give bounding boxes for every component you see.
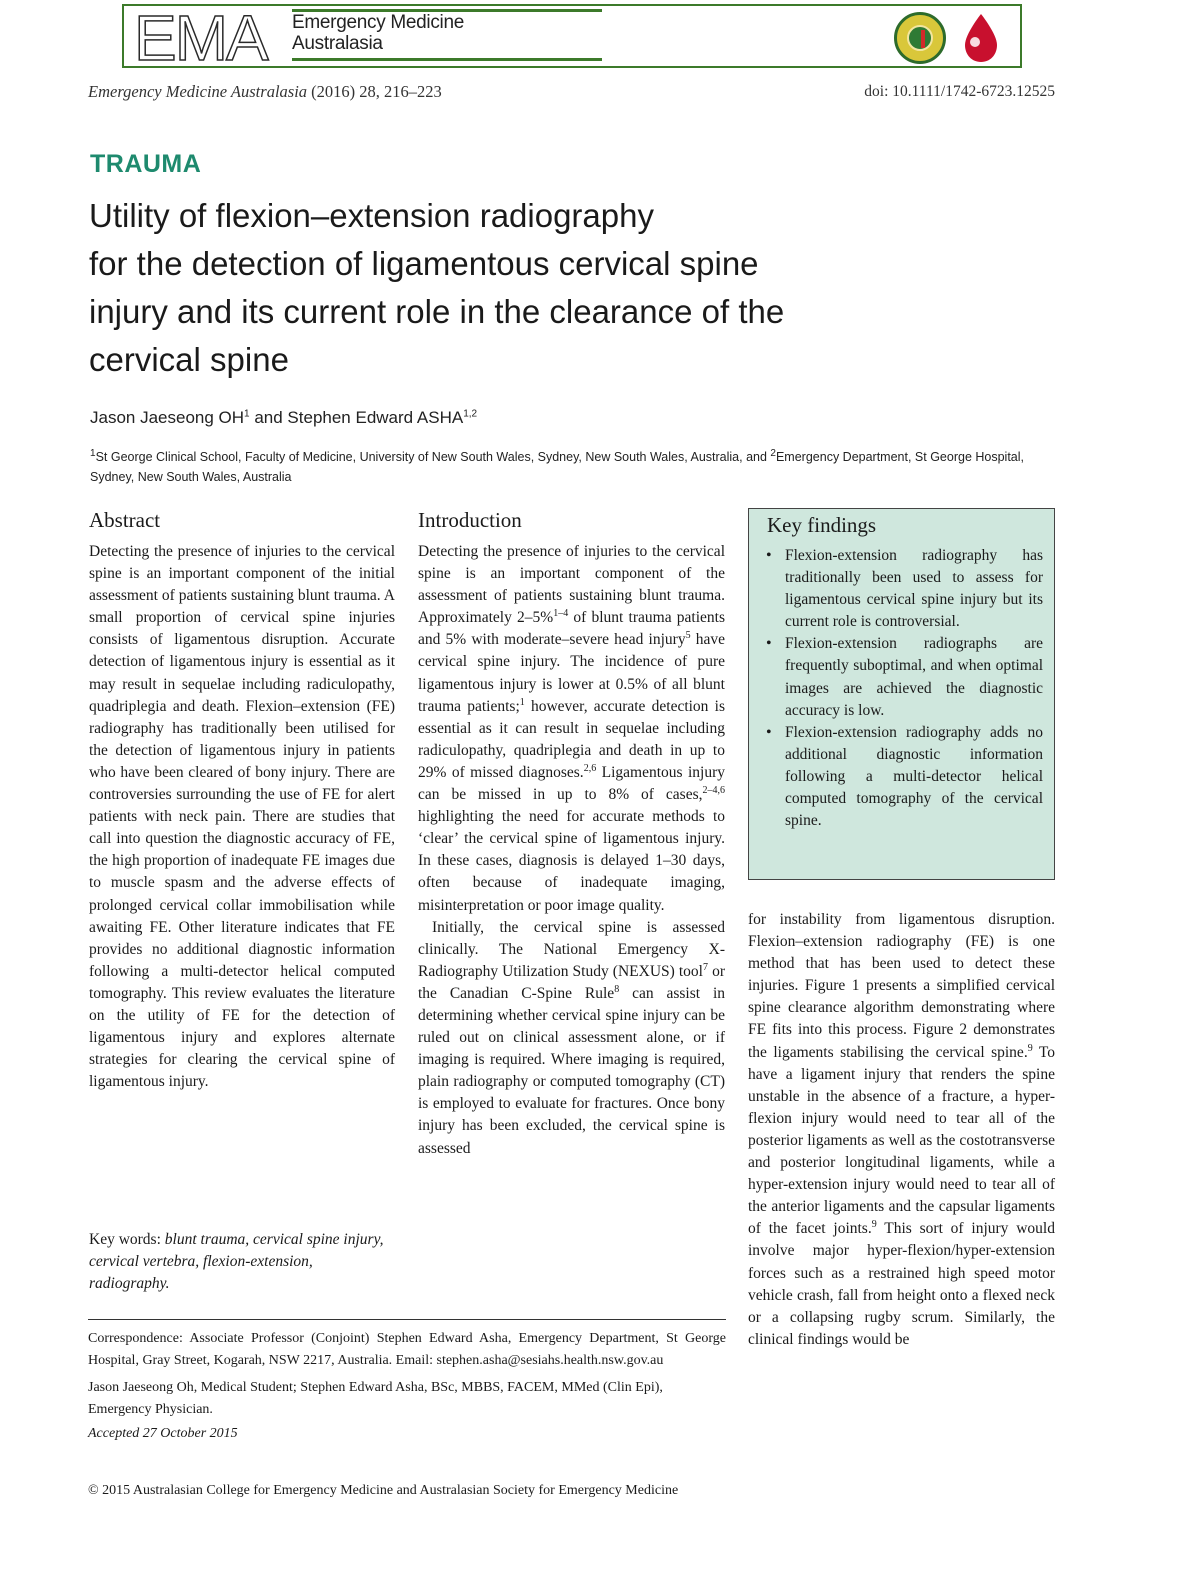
key-findings-heading: Key findings xyxy=(767,513,877,537)
section-label: TRAUMA xyxy=(90,150,202,178)
keywords-list: blunt trauma, cervical spine injury, cervical vertebra, flexion-extension, radiography. xyxy=(89,1231,384,1293)
banner-rule-top xyxy=(292,9,602,12)
title-line: cervical spine xyxy=(89,341,289,378)
intro-paragraph-1 xyxy=(418,541,725,917)
key-finding-item: • Flexion-extension radiographs are frequently suboptimal, and when optimal images are achieved the diagnostic accuracy is low. xyxy=(763,633,1043,721)
author-credentials: Jason Jaeseong Oh, Medical Student; Stephen Edward Asha, BSc, MBBS, FACEM, MMed (Clin Epi), Emergency Physician. xyxy=(88,1380,663,1417)
keywords xyxy=(89,1229,395,1295)
text-run: or the Canadian C-Spine Rule xyxy=(418,962,725,1002)
text-run: for instability from ligamentous disruption. Flexion–extension radiography (FE) is one method that has been used to detect these injuries. Figure 1 presents a simplified cervical spine clearance algorithm demonstrating where FE fits into this process. Figure 2 demonstrates the ligaments stabilising the cervical spine. xyxy=(748,911,1055,1061)
citation-line xyxy=(88,82,442,102)
title-line: for the detection of ligamentous cervical spine xyxy=(89,245,759,282)
correspondence-block xyxy=(88,1328,726,1445)
text-run: of blunt trauma patients and 5% with moderate–severe head injury xyxy=(418,609,725,649)
abstract-heading: Abstract xyxy=(89,508,161,532)
text-run: Detecting the presence of injuries to the cervical spine is an important component of the assessment of patients sustaining blunt trauma. Approximately 2–5% xyxy=(418,543,725,627)
journal-name-line2: Australasia xyxy=(292,33,383,54)
acem-seal-icon xyxy=(894,12,946,64)
text-run: Ligamentous injury can be missed in up to 8% of cases, xyxy=(418,763,726,804)
seal-inner xyxy=(907,25,933,51)
column-3-text xyxy=(748,909,1055,1351)
article-title xyxy=(89,192,1089,384)
accepted-date: Accepted 27 October 2015 xyxy=(88,1426,238,1442)
author-conjunction: and xyxy=(249,408,288,427)
abstract-text: Detecting the presence of injuries to the cervical spine is an important component of the initial assessment of patients sustaining blunt trauma. A small proportion of cervical spine injuries consists of ligamentous disruption. Accurate detection of ligamentous injury is essential as it may result in sequelae including radiculopathy, quadriplegia and death. Flexion–extension (FE) radiography has traditionally been utilised for the detection of ligamentous injury in patients who have been cleared of bony injury. There are controversies surrounding the use of FE for alert patients with neck pain. There are studies that call into question the diagnostic accuracy of FE, the high proportion of inadequate FE images due to muscle spasm and the adverse effects of prolonged cervical collar immobilisation while awaiting FE. Other literature indicates that FE provides no additional diagnostic information following a multi-detector helical computed tomography. This review evaluates the literature on the utility of FE for the detection of ligamentous injury and explores alternate strategies for clearing the cervical spine of ligamentous injury. xyxy=(89,543,395,1091)
text-run: have cervical spine injury. The incidence of pure ligamentous injury is lower at 0.5% of all blunt trauma patients; xyxy=(418,631,725,715)
affiliation-1: St George Clinical School, Faculty of Medicine, University of New South Wales, Sydney, New South Wales, Australia, and xyxy=(95,450,771,465)
introduction-body xyxy=(418,541,725,1160)
text-run: however, accurate detection is essential as it can result in sequelae including radiculopathy, quadriplegia and death in up to 29% of missed diagnoses. xyxy=(418,697,725,781)
citation-ref[interactable]: 7 xyxy=(703,961,708,973)
citation-ref[interactable]: 2–4,6 xyxy=(702,784,725,796)
citation-details: (2016) 28, 216–223 xyxy=(307,82,442,101)
journal-banner xyxy=(122,2,1022,74)
text-run: To have a ligament injury that renders the spine unstable in the absence of a fracture, a hyper-flexion injury would need to tear all of the posterior ligaments as well as the costotransverse and posterior longitudinal ligaments, while a hyper-extension injury would need to tear all of the anterior ligaments and the capsular ligaments of the facet joints. xyxy=(748,1043,1055,1238)
text-run: Initially, the cervical spine is assessed clinically. The National Emergency X-Radiography Utilization Study (NEXUS) tool xyxy=(418,918,725,980)
key-findings-box xyxy=(748,508,1055,880)
citation-ref[interactable]: 2,6 xyxy=(583,762,597,774)
text-run: highlighting the need for accurate methods to ‘clear’ the cervical spine of ligamentous injury. In these cases, diagnosis is delayed 1–30 days, often because of inadequate imaging, misinterpretation or poor image quality. xyxy=(418,808,725,914)
affiliations xyxy=(90,444,1060,487)
blood-drop-icon xyxy=(959,12,1003,64)
citation-ref[interactable]: 5 xyxy=(685,630,691,642)
seal-cross xyxy=(921,30,925,48)
correspondence: Correspondence: Associate Professor (Conjoint) Stephen Edward Asha, Emergency Department, St George Hospital, Gray Street, Kogarah, NSW 2217, Australia. Email: stephen.asha@sesiahs.health.nsw.gov.au xyxy=(88,1331,726,1368)
text-run: can assist in determining whether cervical spine injury can be ruled out on clinical assessment alone, or if imaging is required. Where imaging is required, plain radiography or computed tomography (CT) is employed to evaluate for fractures. Once bony injury has been excluded, the cervical spine is assessed xyxy=(418,984,725,1157)
intro-paragraph-2 xyxy=(418,917,725,1160)
doi[interactable]: doi: 10.1111/1742-6723.12525 xyxy=(864,83,1055,100)
author-list xyxy=(90,408,477,428)
citation-ref[interactable]: 9 xyxy=(1027,1042,1033,1054)
key-finding-item: • Flexion-extension radiography adds no additional diagnostic information following a multi-detector helical computed tomography of the cervical spine. xyxy=(763,722,1043,832)
text-run: This sort of injury would involve major hyper-flexion/hyper-extension forces such as a restrained high speed motor vehicle crash, fall from height onto a flexed neck or a collapsing rugby scrum. Similarly, the clinical findings would be xyxy=(748,1220,1055,1348)
title-line: Utility of flexion–extension radiography xyxy=(89,197,654,234)
journal-name-line1: Emergency Medicine xyxy=(292,12,465,33)
affiliation-mark: 1 xyxy=(90,448,96,459)
citation-ref[interactable]: 1 xyxy=(519,696,525,708)
journal-title-italic: Emergency Medicine Australasia xyxy=(88,82,308,101)
copyright-notice: © 2015 Australasian College for Emergency Medicine and Australasian Society for Emergency Medicine xyxy=(88,1483,679,1498)
key-findings-list xyxy=(763,545,1043,832)
key-finding-item: • Flexion-extension radiography has traditionally been used to assess for ligamentous cervical spine injury but its current role is controversial. xyxy=(763,545,1043,633)
ema-logo: EMA xyxy=(134,2,267,74)
citation-ref[interactable]: 1–4 xyxy=(553,608,569,620)
footnote-rule xyxy=(88,1319,726,1320)
author-name: Stephen Edward ASHA xyxy=(287,408,464,427)
affiliation-mark: 2 xyxy=(770,448,776,459)
author-affiliation-mark: 1,2 xyxy=(463,408,478,420)
author-affiliation-mark: 1 xyxy=(244,408,250,420)
journal-name xyxy=(292,12,464,54)
affiliation-2: Emergency Department, St George Hospital, Sydney, New South Wales, Australia xyxy=(90,450,1024,485)
citation-ref[interactable]: 8 xyxy=(614,983,620,995)
title-line: injury and its current role in the clearance of the xyxy=(89,293,785,330)
citation-ref[interactable]: 9 xyxy=(871,1219,877,1231)
banner-rule-bottom xyxy=(292,58,602,61)
author-name: Jason Jaeseong OH xyxy=(90,408,245,427)
keywords-label: Key words: xyxy=(89,1231,165,1248)
introduction-heading: Introduction xyxy=(418,508,522,532)
